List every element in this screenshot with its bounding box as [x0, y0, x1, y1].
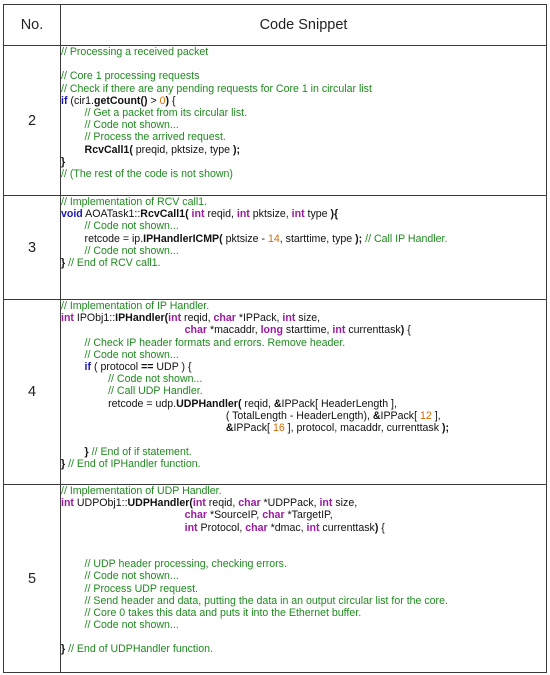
code-line	[61, 220, 546, 232]
row-number: 3	[4, 196, 61, 300]
code-text: retcode = udp.	[61, 397, 177, 410]
code-type: int	[184, 521, 198, 534]
code-line	[61, 385, 546, 397]
code-operator: (	[185, 208, 189, 221]
code-type: int	[291, 208, 305, 221]
table-row	[4, 485, 547, 673]
code-text: reqid,	[181, 312, 214, 325]
code-keyword: if	[61, 94, 68, 107]
code-text	[61, 119, 85, 131]
code-line	[61, 324, 546, 336]
code-operator: ==	[141, 360, 154, 373]
code-operator: &	[372, 409, 381, 422]
code-line	[61, 558, 546, 570]
code-operator: }	[61, 458, 66, 471]
code-comment: // End of UDPHandler function.	[68, 643, 213, 656]
code-text: retcode = ip.	[61, 232, 144, 245]
code-text	[61, 220, 85, 232]
code-line	[61, 458, 546, 470]
code-line	[61, 95, 546, 107]
code-operator: );	[355, 232, 363, 245]
code-text	[61, 361, 85, 373]
code-line	[61, 46, 546, 58]
code-line	[61, 607, 546, 619]
code-comment: // UDP header processing, checking errors.	[84, 558, 287, 571]
code-line	[61, 257, 546, 269]
code-number: 16	[272, 421, 285, 434]
code-text	[61, 583, 85, 595]
row-number: 2	[4, 46, 61, 196]
code-keyword: void	[61, 208, 83, 221]
code-operator: )	[374, 521, 379, 534]
code-comment: // End of RCV call1.	[68, 256, 161, 269]
code-text: >	[147, 94, 160, 107]
code-comment: // End of IPHandler function.	[68, 458, 201, 471]
code-line	[61, 233, 546, 245]
code-function: IPHandler	[115, 312, 165, 325]
code-operator: );	[232, 143, 241, 156]
code-function: IPHandlerICMP	[143, 232, 220, 245]
code-operator: )	[400, 324, 405, 337]
code-operator: }	[61, 643, 66, 656]
code-text: reqid,	[204, 208, 237, 221]
code-comment: // (The rest of the code is not shown)	[61, 167, 233, 180]
code-text: ], protocol, macaddr, currenttask	[284, 421, 442, 434]
code-line	[61, 398, 546, 410]
code-comment: // Code not shown...	[84, 570, 179, 583]
code-operator: (	[219, 232, 223, 245]
code-text: size,	[295, 312, 321, 325]
header-code-snippet: Code Snippet	[61, 5, 547, 46]
code-text	[61, 349, 85, 361]
code-text	[61, 446, 85, 458]
code-type: int	[61, 312, 74, 325]
code-operator: &	[273, 397, 282, 410]
code-comment: // Check IP header formats and errors. Remove header.	[84, 336, 346, 349]
code-type: int	[306, 521, 320, 534]
code-text: {	[378, 521, 385, 534]
code-text	[61, 107, 85, 119]
code-line	[61, 70, 546, 82]
code-line	[61, 373, 546, 385]
code-number: 0	[159, 94, 166, 107]
code-line	[61, 485, 546, 497]
code-text	[61, 245, 85, 257]
code-operator: (	[129, 143, 133, 156]
code-line	[61, 156, 546, 168]
code-text: starttime,	[282, 324, 333, 337]
code-operator: }	[61, 155, 66, 168]
code-line	[61, 208, 546, 220]
code-comment: // Implementation of IP Handler.	[61, 300, 210, 312]
code-line	[61, 446, 546, 458]
code-operator: (	[164, 312, 169, 325]
code-text: *macaddr,	[207, 324, 261, 337]
code-text: reqid,	[205, 497, 239, 510]
code-function: getCount	[93, 94, 141, 107]
code-text: Protocol,	[197, 521, 246, 534]
code-line	[61, 410, 546, 422]
code-text: size,	[332, 497, 358, 510]
code-type: char	[213, 312, 236, 325]
code-text	[61, 522, 185, 534]
code-line	[61, 83, 546, 95]
code-text: *SourceIP,	[207, 509, 263, 522]
code-comment: // Code not shown...	[84, 619, 179, 632]
code-text: IPObj1::	[73, 312, 116, 325]
code-text: IPPack[	[380, 409, 420, 422]
code-text: ( protocol	[91, 360, 142, 373]
code-text	[61, 144, 85, 156]
code-text	[61, 570, 85, 582]
code-line	[61, 422, 546, 434]
code-text: currenttask	[345, 324, 401, 337]
code-type: char	[184, 324, 208, 337]
row-number: 5	[4, 485, 61, 673]
code-line	[61, 168, 546, 180]
code-operator: );	[441, 421, 450, 434]
code-operator: }	[84, 446, 89, 459]
code-text: ],	[431, 409, 441, 422]
code-text: IPPack[	[233, 421, 273, 434]
code-line	[61, 196, 546, 208]
code-operator: ()	[140, 94, 148, 107]
code-function: RcvCall1	[84, 143, 130, 156]
code-cell	[61, 46, 547, 196]
row-number: 4	[4, 300, 61, 485]
code-line	[61, 509, 546, 521]
code-comment: // Code not shown...	[84, 348, 179, 361]
code-type: int	[61, 497, 74, 510]
code-line	[61, 643, 546, 655]
code-text	[61, 422, 226, 434]
code-type: int	[191, 208, 205, 221]
code-keyword: if	[84, 360, 92, 373]
code-text: ( TotalLength - HeaderLength),	[61, 409, 373, 422]
code-line	[61, 534, 546, 546]
code-text: preqid, pktsize, type	[132, 143, 233, 156]
code-line	[61, 245, 546, 257]
code-text	[61, 509, 185, 521]
code-comment: // Check if there are any pending requests for Core 1 in circular list	[61, 82, 372, 95]
code-type: int	[168, 312, 182, 325]
table-row	[4, 196, 547, 300]
code-text: pktsize -	[222, 232, 268, 245]
code-comment: // Core 1 processing requests	[61, 70, 200, 83]
code-text: pktsize,	[249, 208, 292, 221]
code-text	[61, 558, 85, 570]
code-type: int	[282, 312, 296, 325]
code-text	[61, 619, 85, 631]
code-comment: // Code not shown...	[84, 244, 179, 257]
code-line	[61, 58, 546, 70]
code-text: *UDPPack,	[260, 497, 320, 510]
code-text: UDPObj1::	[73, 497, 128, 510]
code-text: reqid,	[241, 397, 274, 410]
code-function: RcvCall1	[140, 208, 186, 221]
code-text	[61, 607, 85, 619]
code-comment: // Send header and data, putting the data in an output circular list for the core.	[84, 594, 448, 607]
code-line	[61, 434, 546, 446]
code-operator: )	[165, 94, 170, 107]
code-operator: ){	[330, 208, 339, 221]
code-type: char	[262, 509, 285, 522]
code-type: char	[184, 509, 208, 522]
code-text: *dmac,	[267, 521, 307, 534]
code-text: (cir1.	[67, 94, 94, 107]
code-comment: // Call IP Handler.	[365, 232, 448, 245]
code-text: AOATask1::	[82, 208, 141, 221]
code-line	[61, 497, 546, 509]
code-comment: // Implementation of RCV call1.	[61, 196, 208, 208]
code-line	[61, 119, 546, 131]
code-line	[61, 570, 546, 582]
code-line	[61, 595, 546, 607]
code-line	[61, 337, 546, 349]
code-comment: // Implementation of UDP Handler.	[61, 485, 222, 497]
code-comment: // Process the arrived request.	[84, 131, 226, 144]
table-row	[4, 300, 547, 485]
code-line	[61, 144, 546, 156]
code-comment: // Code not shown...	[84, 119, 179, 132]
code-line	[61, 107, 546, 119]
table-body	[4, 46, 547, 673]
code-line	[61, 361, 546, 373]
code-text: {	[404, 324, 411, 337]
code-line	[61, 312, 546, 324]
code-text: {	[169, 94, 176, 107]
code-type: int	[192, 497, 206, 510]
code-type: int	[332, 324, 346, 337]
header-row	[4, 5, 547, 46]
code-number: 12	[419, 409, 432, 422]
code-text: currenttask	[319, 521, 375, 534]
header-number: No.	[4, 5, 61, 46]
code-text	[61, 337, 85, 349]
code-type: char	[238, 497, 261, 510]
code-snippet-table	[3, 4, 547, 673]
code-text: *IPPack,	[235, 312, 283, 325]
code-operator: (	[237, 397, 242, 410]
code-text: *TargetIP,	[284, 509, 333, 522]
code-type: long	[260, 324, 283, 337]
code-function: UDPHandler	[127, 497, 190, 510]
code-type: int	[236, 208, 250, 221]
code-operator: }	[61, 256, 66, 269]
code-line	[61, 583, 546, 595]
code-text	[61, 131, 85, 143]
code-type: char	[245, 521, 268, 534]
code-comment: // End of if statement.	[91, 446, 192, 459]
code-cell	[61, 485, 547, 673]
code-function: UDPHandler	[176, 397, 238, 410]
code-text	[61, 595, 85, 607]
code-comment: // Code not shown...	[108, 373, 203, 386]
code-comment: // Code not shown...	[84, 220, 179, 233]
code-text: type	[304, 208, 331, 221]
code-line	[61, 349, 546, 361]
code-line	[61, 546, 546, 558]
code-comment: // Processing a received packet	[61, 46, 209, 58]
code-type: int	[319, 497, 333, 510]
code-operator: (	[189, 497, 193, 510]
code-text: , starttime, type	[279, 232, 356, 245]
code-text	[61, 324, 185, 336]
code-text: UDP ) {	[153, 360, 192, 373]
code-text	[61, 373, 108, 385]
code-cell	[61, 300, 547, 485]
code-text	[61, 385, 108, 397]
code-comment: // Get a packet from its circular list.	[84, 106, 248, 119]
table-row	[4, 46, 547, 196]
code-cell	[61, 196, 547, 300]
code-operator: &	[225, 421, 234, 434]
code-comment: // Core 0 takes this data and puts it into the Ethernet buffer.	[84, 606, 362, 619]
code-line	[61, 631, 546, 643]
code-number: 14	[267, 232, 280, 245]
code-line	[61, 300, 546, 312]
code-line	[61, 522, 546, 534]
code-comment: // Call UDP Handler.	[108, 385, 203, 398]
code-text: IPPack[ HeaderLength ],	[281, 397, 397, 410]
code-comment: // Process UDP request.	[84, 582, 198, 595]
code-line	[61, 131, 546, 143]
code-line	[61, 619, 546, 631]
